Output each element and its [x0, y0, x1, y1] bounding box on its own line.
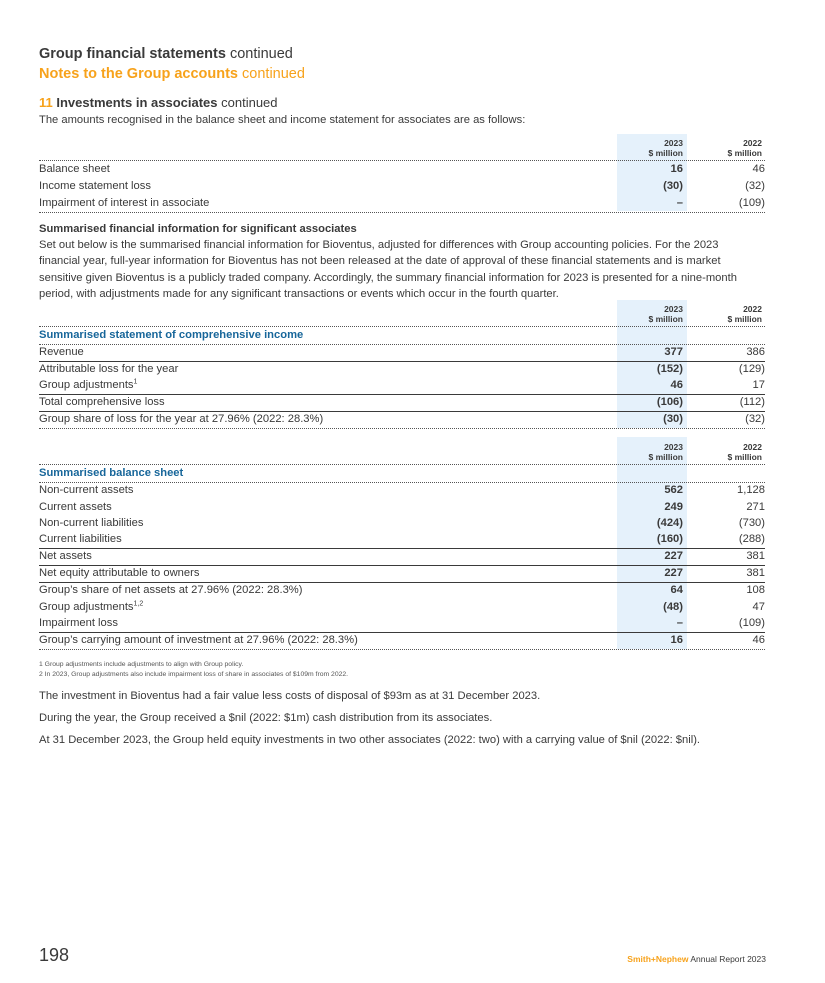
col-header-2023: 2023 $ million [648, 304, 683, 324]
table-row: Income statement loss (30) (32) [39, 180, 765, 192]
balance-sheet-table [39, 437, 765, 652]
section-intro: The amounts recognised in the balance sheet and income statement for associates are as follows: [39, 114, 526, 126]
col-header-2022: 2022 $ million [727, 304, 762, 324]
table-row: Group adjustments$^{1,2}$ (48) 47 [39, 600, 765, 613]
col-header-2023: 2023 $ million [648, 138, 683, 158]
table-row: Impairment loss – (109) [39, 615, 765, 633]
table-row: Group share of loss for the year at 27.96% (2022: 28.3%) (30) (32) [39, 411, 765, 429]
table-row: Net equity attributable to owners 227 381 [39, 565, 765, 583]
table-row: Group adjustments$^1$ 46 17 [39, 377, 765, 395]
page-number: 198 [39, 945, 70, 965]
col-header-2022: 2022 $ million [727, 442, 762, 462]
col-header-2023: 2023 $ million [648, 442, 683, 462]
statement-cash-distribution: During the year, the Group received a $nil (2022: $1m) cash distribution from its associates. [39, 712, 493, 724]
statement-other-associates: At 31 December 2023, the Group held equity investments in two other associates (2022: two) with a carrying value of $nil (2022: $nil). [39, 734, 701, 746]
comprehensive-income-table [39, 300, 765, 430]
table-row: Impairment of interest in associate – (109) [39, 195, 765, 213]
table-row: Group’s carrying amount of investment at 27.96% (2022: 28.3%) 16 46 [39, 632, 765, 650]
page-header-subtitle: Notes to the Group accounts continued [39, 66, 305, 82]
table-row: Net assets 227 381 [39, 548, 765, 566]
table-heading-row: Summarised balance sheet [39, 465, 765, 483]
page-header-title: Group financial statements continued [39, 46, 293, 62]
table-rule [39, 144, 765, 161]
table-row: Group’s share of net assets at 27.96% (2022: 28.3%) 64 108 [39, 584, 765, 596]
table-rule [39, 310, 765, 327]
footnote-2: 2 In 2023, Group adjustments also include impairment loss of share in associates of $109m from 2022. [39, 671, 349, 678]
footnote-1: 1 Group adjustments include adjustments to align with Group policy. [39, 661, 244, 668]
table-row: Attributable loss for the year (152) (129) [39, 363, 765, 375]
table-row: Revenue 377 386 [39, 344, 765, 362]
table-rule [39, 448, 765, 465]
table-row: Non-current assets 562 1,128 [39, 484, 765, 496]
table-row: Current assets 249 271 [39, 501, 765, 513]
summary-heading: Summarised financial information for significant associates [39, 223, 357, 235]
table-row: Total comprehensive loss (106) (112) [39, 394, 765, 412]
table-row: Balance sheet 16 46 [39, 163, 765, 175]
col-header-2022: 2022 $ million [727, 138, 762, 158]
summary-body: Set out below is the summarised financial information for Bioventus, adjusted for differences with Group accounting policies. For the 2023 financial year, full-year information for Bioventus has not been released at the date of approval of these financial statements and is market sensitive given Bioventus is a publicly traded company. Accordingly, the summary financial information for 2023 is presented for a nine-month period, with adjustments made for any significant transactions or events which occur in the fourth quarter. [39, 239, 737, 301]
table-heading-row: Summarised statement of comprehensive income [39, 327, 765, 345]
statement-fair-value: The investment in Bioventus had a fair value less costs of disposal of $93m as at 31 December 2023. [39, 690, 541, 702]
section-title: 11 Investments in associates continued [39, 95, 278, 110]
associates-amounts-table [39, 134, 765, 214]
table-row: Non-current liabilities (424) (730) [39, 517, 765, 529]
footer-brand: Smith+Nephew Annual Report 2023 [627, 954, 766, 964]
table-row: Current liabilities (160) (288) [39, 531, 765, 549]
